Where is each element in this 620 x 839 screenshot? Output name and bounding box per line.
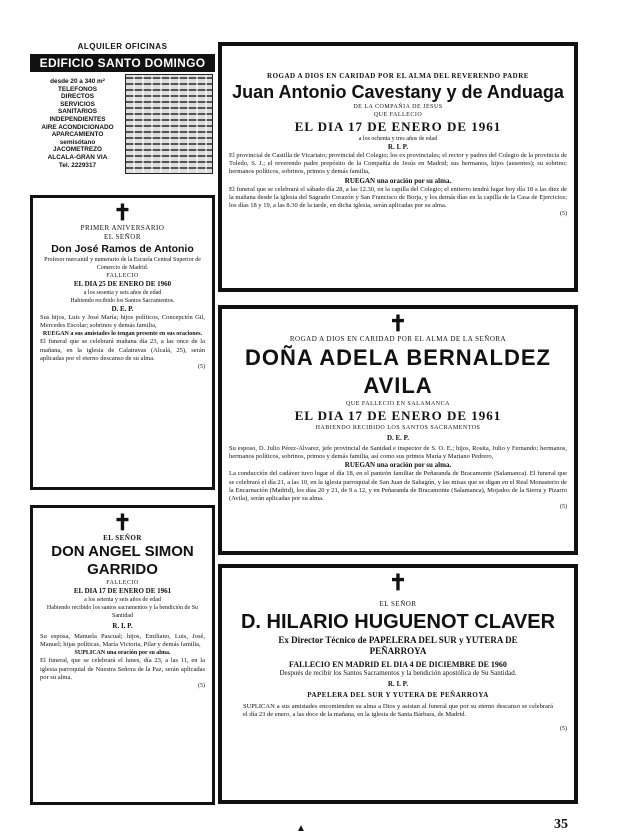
obituary-cavestany [218, 42, 578, 292]
notice-died: QUE FALLECIO [373, 112, 423, 118]
notice-ruegan: RUEGAN una oración por su alma. [344, 461, 452, 470]
notice-ref: (5) [560, 504, 567, 511]
notice-sacraments: HABIENDO RECIBIDO LOS SANTOS SACRAMENTOS [315, 425, 481, 431]
deceased-name: Juan Antonio Cavestany y de Anduaga [232, 82, 564, 102]
ad-line: desde 20 a 340 m² [50, 78, 105, 85]
notice-funeral: La conducción del cadáver tuvo lugar el día 18, en el panteón familiar de Peñaranda de Bracamonte (Salamanca). El funeral que se celebrará el día 21, a las 10, en la iglesia parroquial de San Juan de Sahagún, y las misas que se digan en el Real Monasterio de la Encarnación (Madrid), los días 20 y 21, de 9 a 12, y en Peñaranda de Bracamonte (Salamanca), Mojados de la Sierra y Pizarro (Avila), serán aplicadas por su alma. [229, 470, 567, 503]
ad-line: Tel. 2229317 [58, 161, 97, 169]
notice-died: FALLECIO [106, 580, 139, 586]
notice-sacraments: Después de recibir los Santos Sacramentos y la bendición apostólica de Su Santidad. [279, 669, 517, 677]
notice-lead: EL SEÑOR [104, 233, 141, 241]
obituary-bernaldez [218, 305, 578, 555]
notice-ref: (5) [560, 726, 567, 733]
notice-sacraments: Habiendo recibido los santos sacramentos y la bendición de Su Santidad [46, 605, 199, 619]
notice-age: a los ochenta y tres años de edad [358, 136, 438, 142]
ad-line: TELEFONOS [57, 85, 98, 93]
cross-icon: ✝ [388, 311, 408, 336]
notice-ruegan: SUPLICAN una oración por su alma. [74, 650, 171, 657]
notice-title: Ex Director Técnico de PAPELERA DEL SUR y YUTERA DE PEÑARROYA [278, 635, 518, 656]
notice-funeral: El funeral que se celebrará mañana día 23, a las once de la mañana, en la iglesia de Calatravas (Alcalá, 25), serán aplicadas por el eterno descanso de su alma. [40, 338, 205, 362]
notice-died: QUE FALLECIO EN SALAMANCA [346, 401, 450, 407]
notice-text: Su esposa, Manuela Pascual; hijos, Emiliano, Luis, José, Manuel; hijas políticas, María Victoria, Pilar y demás familia, [40, 633, 205, 649]
ad-line: semisótano [59, 138, 96, 146]
notice-order: DE LA COMPAÑIA DE JESUS [353, 104, 443, 110]
page-number: 35 [554, 817, 568, 832]
notice-rip: R. I. P. [112, 622, 133, 630]
notice-funeral: El funeral, que se celebrará el lunes, día 23, a las 11, en la iglesia parroquial de Nuestra Señora de la Paz, serán aplicadas por su alma. [40, 657, 205, 681]
ad-header: ALQUILER OFICINAS [77, 42, 168, 51]
notice-date: FALLECIO EN MADRID EL DIA 4 DE DICIEMBRE DE 1960 [289, 660, 507, 669]
cross-icon: ✝ [388, 570, 408, 595]
notice-rip: D. E. P. [386, 434, 410, 442]
ad-line: JACOMETREZO [53, 146, 102, 154]
notice-lead: ROGAD A DIOS EN CARIDAD POR EL ALMA DEL REVERENDO PADRE [267, 72, 529, 80]
notice-ref: (5) [560, 211, 567, 218]
ad-line: ALCALA-GRAN VIA [47, 153, 108, 161]
ad-line: AIRE ACONDICIONADO [41, 123, 114, 131]
notice-ruegan: RUEGAN una oración por su alma. [344, 176, 452, 185]
ad-line: DIRECTOS [61, 93, 94, 101]
ad-line: SANITARIOS [58, 108, 97, 116]
ad-banner: EDIFICIO SANTO DOMINGO [30, 54, 215, 72]
notice-title: Profesor mercantil y numerario de la Escuela Central Superior de Comercio de Madrid. [44, 257, 201, 271]
building-illustration [125, 74, 213, 174]
deceased-name: Don José Ramos de Antonio [51, 243, 194, 255]
notice-company: PAPELERA DEL SUR Y YUTERA DE PEÑARROYA [307, 691, 489, 699]
notice-ruegan: RUEGAN a sus amistades lo tengan presente en sus oraciones. [42, 331, 203, 338]
deceased-name: D. HILARIO HUGUENOT CLAVER [240, 611, 556, 633]
notice-ref: (5) [198, 683, 205, 690]
footer-mark: ▲ [296, 823, 306, 834]
notice-date: EL DIA 17 DE ENERO DE 1961 [73, 587, 172, 595]
obituary-huguenot [218, 564, 578, 804]
ad-line: SERVICIOS [60, 100, 95, 108]
notice-text: SUPLICAN a sus amistades encomienden su alma a Dios y asistan al funeral que por su eterno descanso se celebrará el día 23 de enero, a las doce de la mañana, en la iglesia de Santa Bárbara, de Madrid. [243, 703, 553, 719]
notice-text: Sus hijos, Luis y José María; hijos políticos, Concepción Gil, Mercedes Escolar; sobrinos y demás familia, [40, 314, 205, 330]
cross-icon: ✝ [113, 510, 132, 535]
notice-text: Su esposo, D. Julio Pérez-Alvarez, jefe provincial de Sanidad e inspector de S. O. E.; hijos, Rosita, Julio y Fernando; hermanos, hermanos políticos, sobrinos, primos y demás familia, así como sus primos María y Mariano Pedrero, [229, 445, 567, 461]
notice-funeral: El funeral que se celebrará el sábado día 28, a las 12.30, en la capilla del Colegio; el entierro tendrá lugar hoy día 18 a las diez de la mañana desde la iglesia del Sagrado Corazón y San Francisco de Borja, y los demás días en la capilla de la Casa de Ejercicios; los días 18 y 19, a las 8.30 de la tarde, en dicha iglesia, serán aplicadas por su alma. [229, 185, 567, 210]
office-rental-ad [30, 42, 215, 182]
obituary-ramos [30, 195, 215, 490]
notice-lead: EL SEÑOR [103, 534, 142, 542]
notice-age: a los sesenta y seis años de edad [83, 290, 162, 296]
notice-died: FALLECIO [106, 273, 139, 279]
obituary-simon [30, 505, 215, 805]
notice-sacraments: Habiendo recibido los Santos Sacramentos. [70, 298, 175, 304]
ad-line: INDEPENDIENTES [49, 115, 106, 123]
notice-anniversary: PRIMER ANIVERSARIO [80, 224, 165, 232]
notice-rip: D. E. P. [111, 305, 134, 313]
deceased-name: DON ANGEL SIMON GARRIDO [51, 543, 194, 578]
cross-icon: ✝ [113, 200, 132, 225]
notice-date: EL DIA 17 DE ENERO DE 1961 [294, 119, 502, 134]
deceased-name: DOÑA ADELA BERNALDEZ AVILA [245, 345, 551, 398]
notice-date: EL DIA 25 DE ENERO DE 1960 [73, 280, 172, 288]
notice-rip: R. I. P. [387, 680, 409, 688]
notice-age: a los setenta y seis años de edad [84, 597, 161, 603]
notice-date: EL DIA 17 DE ENERO DE 1961 [294, 408, 502, 423]
notice-lead: ROGAD A DIOS EN CARIDAD POR EL ALMA DE LA SEÑORA [289, 335, 507, 343]
notice-rip: R. I. P. [387, 143, 409, 151]
notice-text: El provincial de Castilla de Vicariato; provincial del Colegio; los ex provinciales; el rector y padres del Colegio de la provincia de Toledo, S. J.; el reverendo padre prepósito de la Compañía de Jesús en Madrid; sus hermanos, hijos (ausentes); su sobrino; hermanos políticos, sobrinos, primos y demás familia, [229, 152, 567, 176]
ad-feature-list [30, 78, 125, 169]
ad-line: APARCAMIENTO [51, 131, 104, 139]
notice-ref: (5) [198, 364, 205, 371]
notice-lead: EL SEÑOR [379, 600, 417, 608]
